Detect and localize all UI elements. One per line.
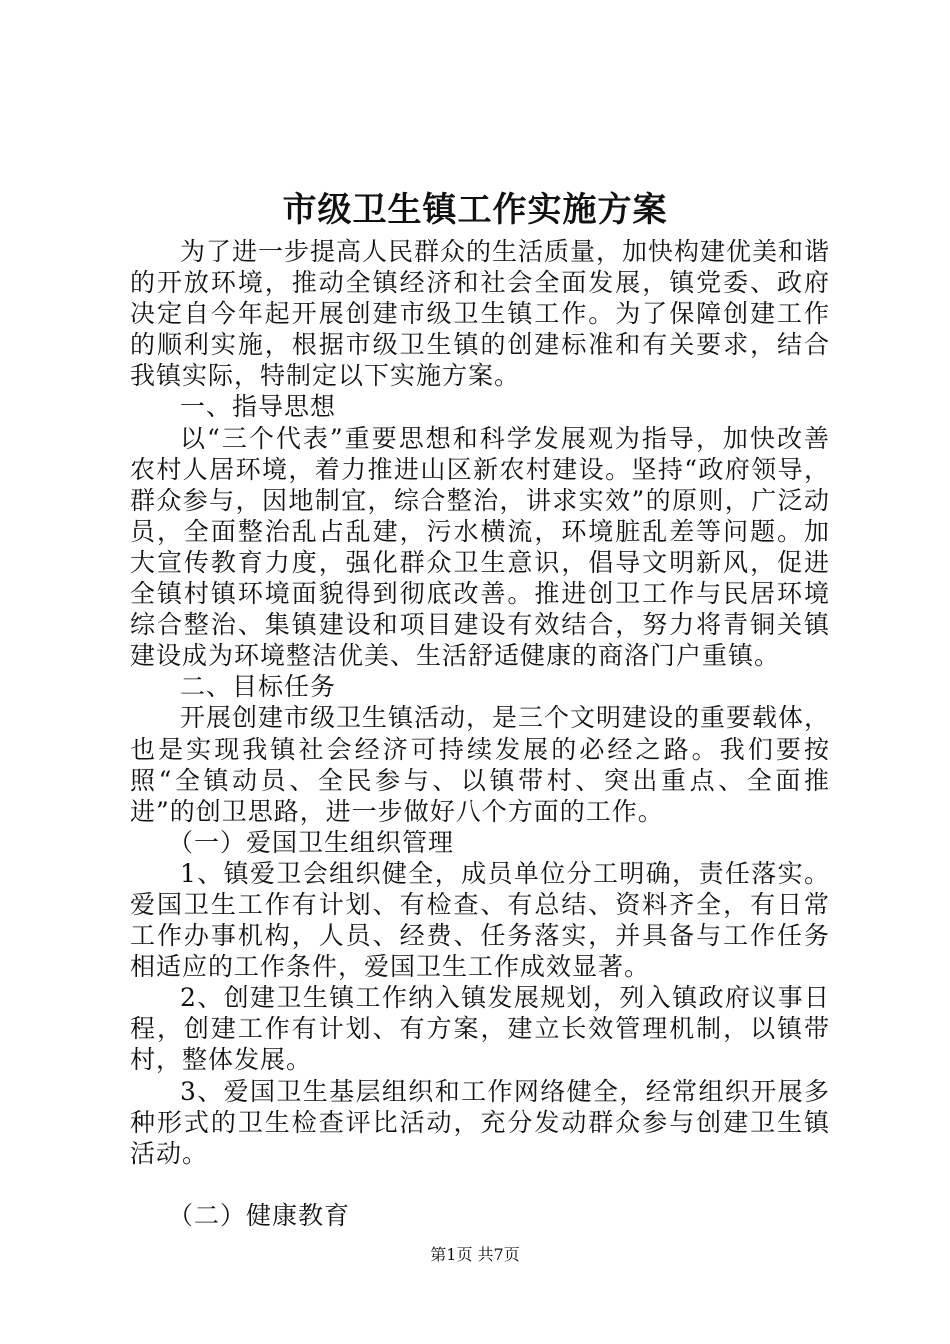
guiding-ideology-paragraph: 以“三个代表”重要思想和科学发展观为指导，加快改善农村人居环境，着力推进山区新农村建设。坚持“政府领导，群众参与，因地制宜，综合整治，讲求实效”的原则，广泛动员，全面整治乱占乱建，污水横流，环境脏乱差等问题。加大宣传教育力度，强化群众卫生意识，倡导文明新风，促进全镇村镇环境面貌得到彻底改善。推进创卫工作与民居环境综合整治、集镇建设和项目建设有效结合，努力将青铜关镇建设成为环境整洁优美、生活舒适健康的商洛门户重镇。 <box>130 423 830 671</box>
goals-paragraph: 开展创建市级卫生镇活动，是三个文明建设的重要载体，也是实现我镇社会经济可持续发展的必经之路。我们要按照“全镇动员、全民参与、以镇带村、突出重点、全面推进”的创卫思路，进一步做好八个方面的工作。 <box>130 703 831 826</box>
intro-paragraph: 为了进一步提高人民群众的生活质量，加快构建优美和谐的开放环境，推动全镇经济和社会全面发展，镇党委、政府决定自今年起开展创建市级卫生镇工作。为了保障创建工作的顺利实施，根据市级卫生镇的创建标准和有关要求，结合我镇实际，特制定以下实施方案。 <box>130 237 831 391</box>
page-footer: 第1页 共7页 <box>430 1245 520 1264</box>
document-body <box>130 236 830 1231</box>
section-heading-guiding-ideology: 一、指导思想 <box>180 392 337 422</box>
subsection-heading-health-education: （二）健康教育 <box>168 1200 351 1230</box>
document-title: 市级卫生镇工作实施方案 <box>282 190 668 230</box>
list-item-1: 1、镇爱卫会组织健全，成员单位分工明确，责任落实。爱国卫生工作有计划、有检查、有总结、资料齐全，有日常工作办事机构，人员、经费、任务落实，并具备与工作任务相适应的工作条件，爱国卫生工作成效显著。 <box>130 858 830 982</box>
list-item-2: 2、创建卫生镇工作纳入镇发展规划，列入镇政府议事日程，创建工作有计划、有方案，建立长效管理机制，以镇带村，整体发展。 <box>130 983 830 1075</box>
list-item-3: 3、爱国卫生基层组织和工作网络健全，经常组织开展多种形式的卫生检查评比活动，充分发动群众参与创建卫生镇活动。 <box>130 1076 830 1168</box>
section-heading-goals: 二、目标任务 <box>180 672 337 702</box>
subsection-heading-organization: （一）爱国卫生组织管理 <box>168 827 455 857</box>
